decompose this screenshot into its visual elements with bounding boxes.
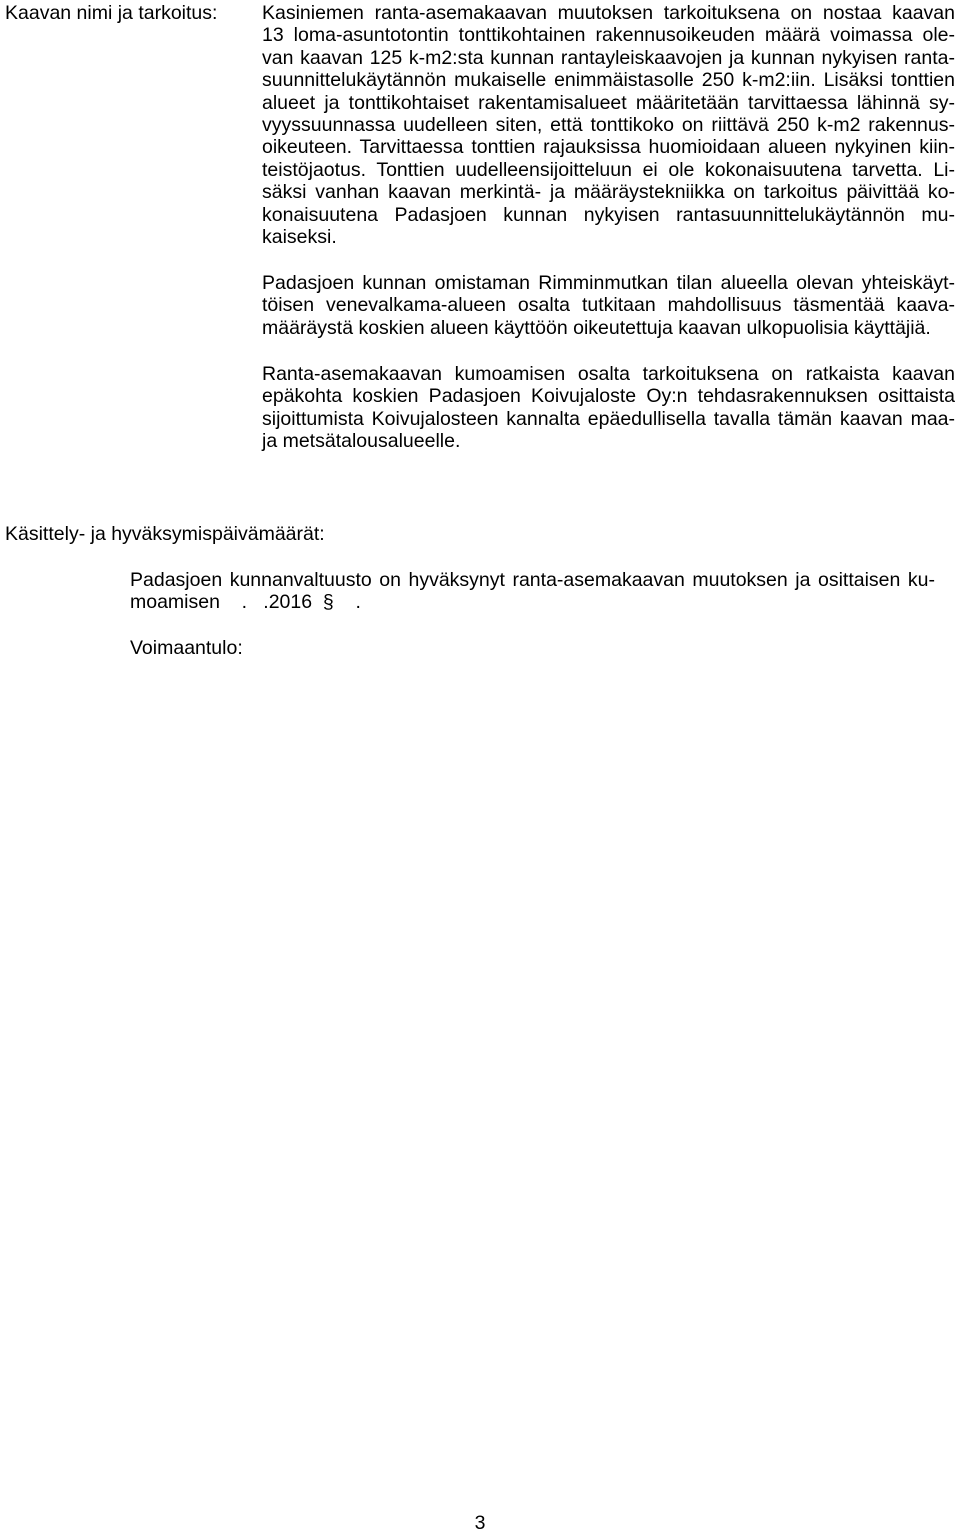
text-line: Padasjoen kunnanvaltuusto on hyväksynyt ranta-asemakaavan muutoksen ja osittaisen ku- (130, 569, 935, 591)
purpose-paragraph-3 (262, 363, 955, 453)
text-line: suunnittelukäytännön mukaiselle enimmäistasolle 250 k-m2:iin. Lisäksi tonttien (262, 69, 955, 92)
text-line: konaisuutena Padasjoen kunnan nykyisen rantasuunnittelukäytännön mu- (262, 203, 955, 226)
text-line: Padasjoen kunnan omistaman Rimminmutkan tilan alueella olevan yhteiskäyt- (262, 272, 955, 294)
text-line: kaiseksi. (262, 225, 337, 248)
page-number: 3 (474, 1512, 486, 1534)
text-line: Ranta-asemakaavan kumoamisen osalta tarkoituksena on ratkaista kaavan (262, 363, 955, 385)
text-line: epäkohta koskien Padasjoen Koivujaloste Oy:n tehdasrakennuksen osittaista (262, 385, 955, 408)
text-line: teistöjaotus. Tonttien uudelleensijoitteluun ei ole kokonaisuutena tarvetta. Li- (262, 158, 955, 181)
purpose-paragraph-2 (262, 272, 955, 339)
dates-label: Käsittely- ja hyväksymispäivämäärät: (5, 523, 325, 545)
text-line: oikeuteen. Tarvittaessa tonttien rajauksissa huomioidaan alueen nykyinen kiin- (262, 136, 955, 159)
text-line: sijoittumista Koivujalosteen kannalta epäedullisella tavalla tämän kaavan maa- (262, 407, 955, 430)
text-line: määräystä koskien alueen käyttöön oikeutettuja kaavan ulkopuolisia käyttäjiä. (262, 316, 931, 339)
text-line: van kaavan 125 k-m2:sta kunnan rantayleiskaavojen ja kunnan nykyisen ranta- (262, 46, 955, 69)
text-line: vyyssuunnassa uudelleen siten, että tonttikoko on riittävä 250 k-m2 rakennus- (262, 113, 955, 136)
purpose-label: Kaavan nimi ja tarkoitus: (5, 2, 218, 24)
text-line: Kasiniemen ranta-asemakaavan muutoksen tarkoituksena on nostaa kaavan (262, 2, 955, 24)
effective-date-label: Voimaantulo: (130, 637, 243, 659)
text-line: töisen venevalkama-alueen osalta tutkitaan mahdollisuus täsmentää kaava- (262, 294, 955, 317)
text-line: 13 loma-asuntotontin tonttikohtainen rakennusoikeuden määrä voimassa ole- (262, 24, 955, 47)
text-line: alueet ja tonttikohtaiset rakentamisalueet määritetään tarvittaessa lähinnä sy- (262, 91, 955, 114)
text-line: moamisen . .2016 § . (130, 591, 361, 614)
approval-paragraph (130, 569, 935, 614)
text-line: ja metsätalousalueelle. (262, 430, 461, 453)
text-line: säksi vanhan kaavan merkintä- ja määräystekniikka on tarkoitus päivittää ko- (262, 181, 955, 204)
purpose-paragraph-1 (262, 2, 955, 248)
